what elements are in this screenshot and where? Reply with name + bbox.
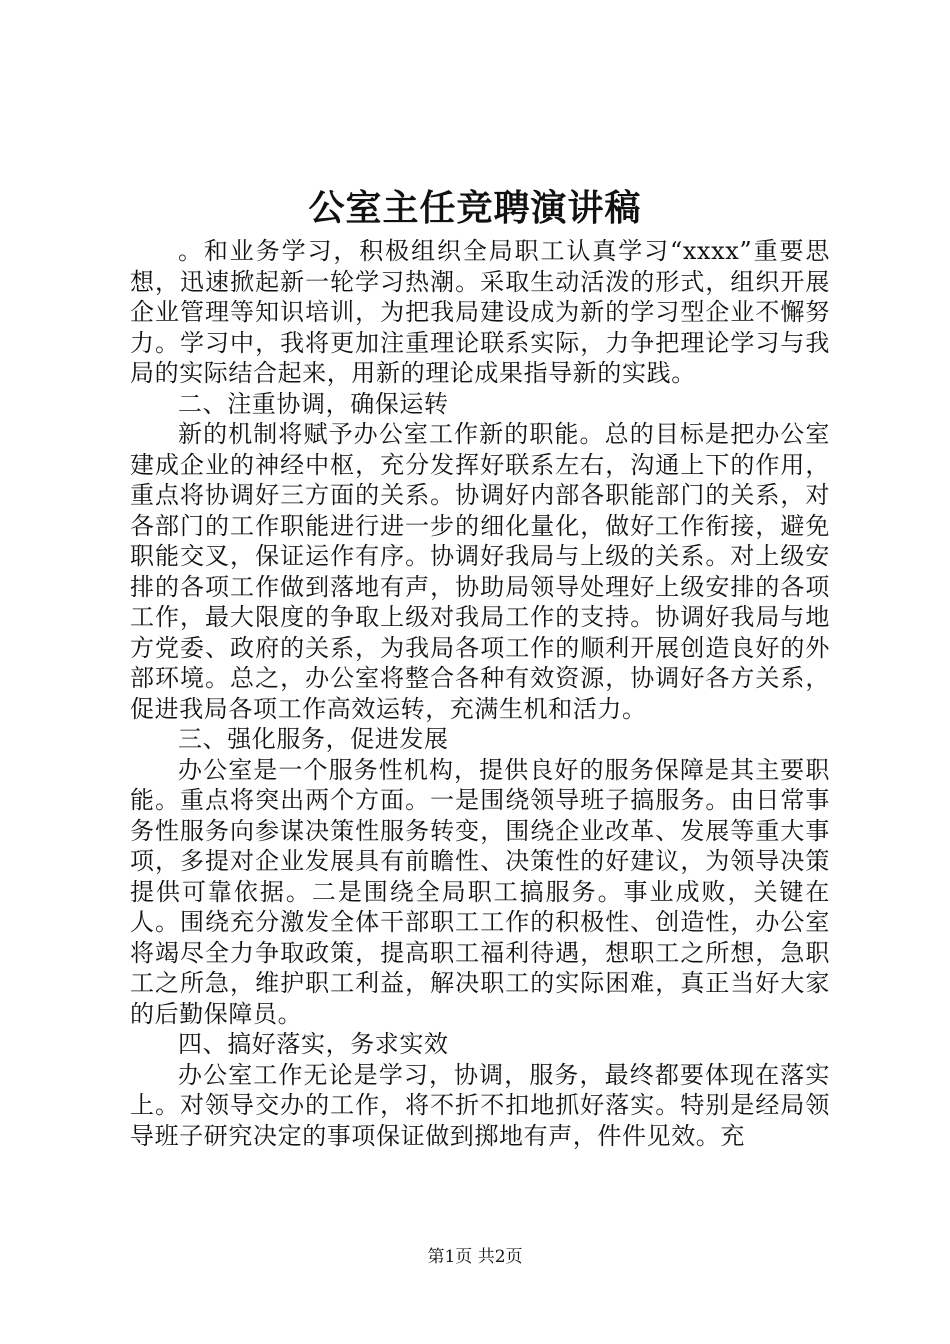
section-heading-implementation: 四、搞好落实，务求实效 <box>178 1030 449 1058</box>
paragraph-service: 办公室是一个服务性机构，提供良好的服务保障是其主要职能。重点将突出两个方面。一是围绕领导班子搞服务。由日常事务性服务向参谋决策性服务转变，围绕企业改革、发展等重大事项，多提对企业发展具有前瞻性、决策性的好建议，为领导决策提供可靠依据。二是围绕全局职工搞服务。事业成败，关键在人。围绕充分激发全体干部职工工作的积极性、创造性，办公室将竭尽全力争取政策，提高职工福利待遇，想职工之所想，急职工之所急，维护职工利益，解决职工的实际困难，真正当好大家的后勤保障员。 <box>130 755 830 1028</box>
paragraph-study: 。和业务学习，积极组织全局职工认真学习“xxxx”重要思想，迅速掀起新一轮学习热潮。采取生动活泼的形式，组织开展企业管理等知识培训，为把我局建设成为新的学习型企业不懈努力。学习中，我将更加注重理论联系实际，力争把理论学习与我局的实际结合起来，用新的理论成果指导新的实践。 <box>130 237 830 387</box>
document-title: 公室主任竞聘演讲稿 <box>308 187 642 229</box>
paragraph-implementation: 办公室工作无论是学习，协调，服务，最终都要体现在落实上。对领导交办的工作，将不折不扣地抓好落实。特别是经局领导班子研究决定的事项保证做到掷地有声，件件见效。充 <box>130 1060 830 1150</box>
page-number-footer: 第1页 共2页 <box>427 1247 523 1267</box>
document-body <box>130 236 830 1151</box>
paragraph-coordination: 新的机制将赋予办公室工作新的职能。总的目标是把办公室建成企业的神经中枢，充分发挥好联系左右，沟通上下的作用，重点将协调好三方面的关系。协调好内部各职能部门的关系，对各部门的工作职能进行进一步的细化量化，做好工作衔接，避免职能交叉，保证运作有序。协调好我局与上级的关系。对上级安排的各项工作做到落地有声，协助局领导处理好上级安排的各项工作，最大限度的争取上级对我局工作的支持。协调好我局与地方党委、政府的关系，为我局各项工作的顺利开展创造良好的外部环境。总之，办公室将整合各种有效资源，协调好各方关系，促进我局各项工作高效运转，充满生机和活力。 <box>130 420 830 723</box>
section-heading-coordination: 二、注重协调，确保运转 <box>178 389 449 418</box>
section-heading-service: 三、强化服务，促进发展 <box>178 725 449 753</box>
